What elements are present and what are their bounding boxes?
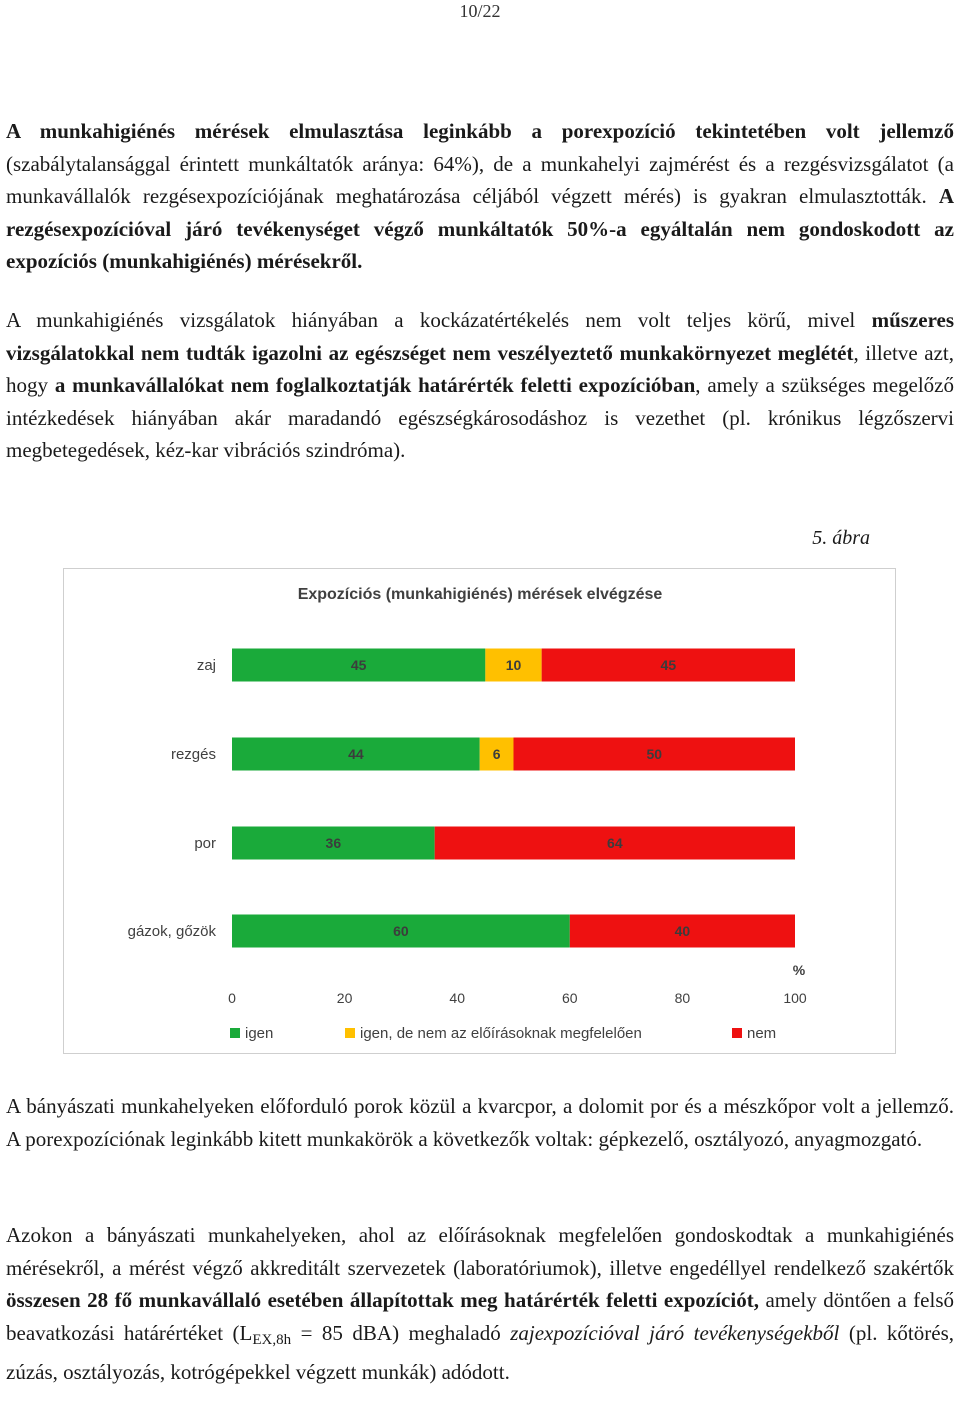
- paragraph-1-bold-1: A munkahigiénés mérések elmulasztása leginkább a porexpozíció tekintetében volt jellemző: [6, 119, 954, 143]
- data-label: 10: [505, 657, 522, 673]
- legend-label: nem: [747, 1025, 777, 1042]
- category-label: rezgés: [170, 746, 216, 763]
- legend-swatch: [732, 1028, 742, 1038]
- x-tick-label: 100: [783, 990, 807, 1006]
- x-tick-label: 60: [562, 990, 578, 1006]
- chart-frame: [63, 568, 896, 1054]
- category-label: por: [194, 835, 216, 852]
- data-label: 36: [325, 835, 342, 851]
- data-label: 45: [660, 657, 677, 673]
- figure-caption: 5. ábra: [812, 527, 870, 549]
- paragraph-4: [6, 1219, 954, 1389]
- legend-label: igen, de nem az előírásoknak megfelelően: [360, 1025, 642, 1042]
- legend-label: igen: [245, 1025, 274, 1042]
- chart-title: Expozíciós (munkahigiénés) mérések elvégzése: [297, 586, 663, 603]
- data-label: 50: [646, 746, 663, 762]
- unit-label: %: [792, 962, 806, 978]
- data-label: 44: [348, 746, 364, 762]
- x-tick-label: 80: [674, 990, 691, 1006]
- data-label: 45: [350, 657, 367, 673]
- paragraph-2-text-3: , amely a szükséges megelőző intézkedések hiányában akár maradandó egészségkárosodáshoz is vezethet (pl. krónikus légzőszervi megbetegedések, kéz-kar vibrációs szindróma).: [6, 373, 955, 462]
- paragraph-1-text-1: (szabálytalansággal érintett munkáltatók aránya: 64%), de a munkahelyi zajmérést és a rezgésvizsgálatot (a munkavállalók rezgésexpozíciójának meghatározása céljából végzett mérés) is gyakran elmulasztották.: [6, 151, 954, 208]
- stacked-bar-chart: [64, 569, 897, 1055]
- category-label: gázok, gőzök: [127, 923, 216, 940]
- paragraph-4-subscript: EX,8h: [252, 1331, 292, 1348]
- x-tick-label: 0: [228, 990, 236, 1006]
- paragraph-1-bold-2: A rezgésexpozícióval járó tevékenységet végző munkáltatók 50%-a egyáltalán nem gondoskodott az expozíciós (munkahigiénés) mérésekről.: [6, 184, 954, 273]
- legend-swatch: [345, 1028, 355, 1038]
- paragraph-3-text-1: A bányászati munkahelyeken előforduló porok közül a kvarcpor, a dolomit por és a mészkőpor volt a jellemző. A porexpozíciónak leginkább kitett munkakörök a következők voltak: gépkezelő, osztályozó, anyagmozgató.: [6, 1094, 954, 1151]
- paragraph-2-bold-2: a munkavállalókat nem foglalkoztatják határérték feletti expozícióban: [54, 373, 696, 397]
- paragraph-4-text-1: Azokon a bányászati munkahelyeken, ahol az előírásoknak megfelelően gondoskodtak a munkahigiénés mérésekről, a mérést végző akkreditált szervezetek (laboratóriumok), illetve engedéllyel rendelkező szakértők: [6, 1223, 954, 1280]
- paragraph-2: [6, 304, 954, 467]
- paragraph-4-text-2: amely döntően a felső beavatkozási határértéket (L: [6, 1288, 955, 1345]
- paragraph-2-text-2: , illetve azt, hogy: [6, 340, 954, 397]
- paragraph-4-italic-1: zajexpozícióval járó tevékenységekből: [510, 1320, 840, 1345]
- paragraph-2-text-1: A munkahigiénés vizsgálatok hiányában a kockázatértékelés nem volt teljes körű, mivel: [6, 308, 872, 332]
- paragraph-4-bold-1: összesen 28 fő munkavállaló esetében állapítottak meg határérték feletti expozíciót,: [6, 1288, 759, 1312]
- data-label: 60: [393, 923, 409, 939]
- paragraph-1: [6, 115, 954, 278]
- data-label: 40: [674, 923, 691, 939]
- x-tick-label: 40: [449, 990, 465, 1006]
- paragraph-4-text-3: = 85 dBA) meghaladó: [291, 1320, 511, 1345]
- page-number: 10/22: [459, 1, 501, 21]
- x-tick-label: 20: [336, 990, 353, 1006]
- legend-swatch: [230, 1028, 240, 1038]
- paragraph-2-bold-1: műszeres vizsgálatokkal nem tudták igazolni az egészséget nem veszélyeztető munkakörnyezet meglétét: [6, 308, 954, 365]
- category-label: zaj: [196, 657, 216, 674]
- data-label: 6: [492, 746, 501, 762]
- paragraph-3: [6, 1090, 954, 1155]
- data-label: 64: [607, 835, 623, 851]
- paragraph-4-text-4: (pl. kőtörés, zúzás, osztályozás, kotrógépekkel végzett munkák) adódott.: [6, 1320, 955, 1384]
